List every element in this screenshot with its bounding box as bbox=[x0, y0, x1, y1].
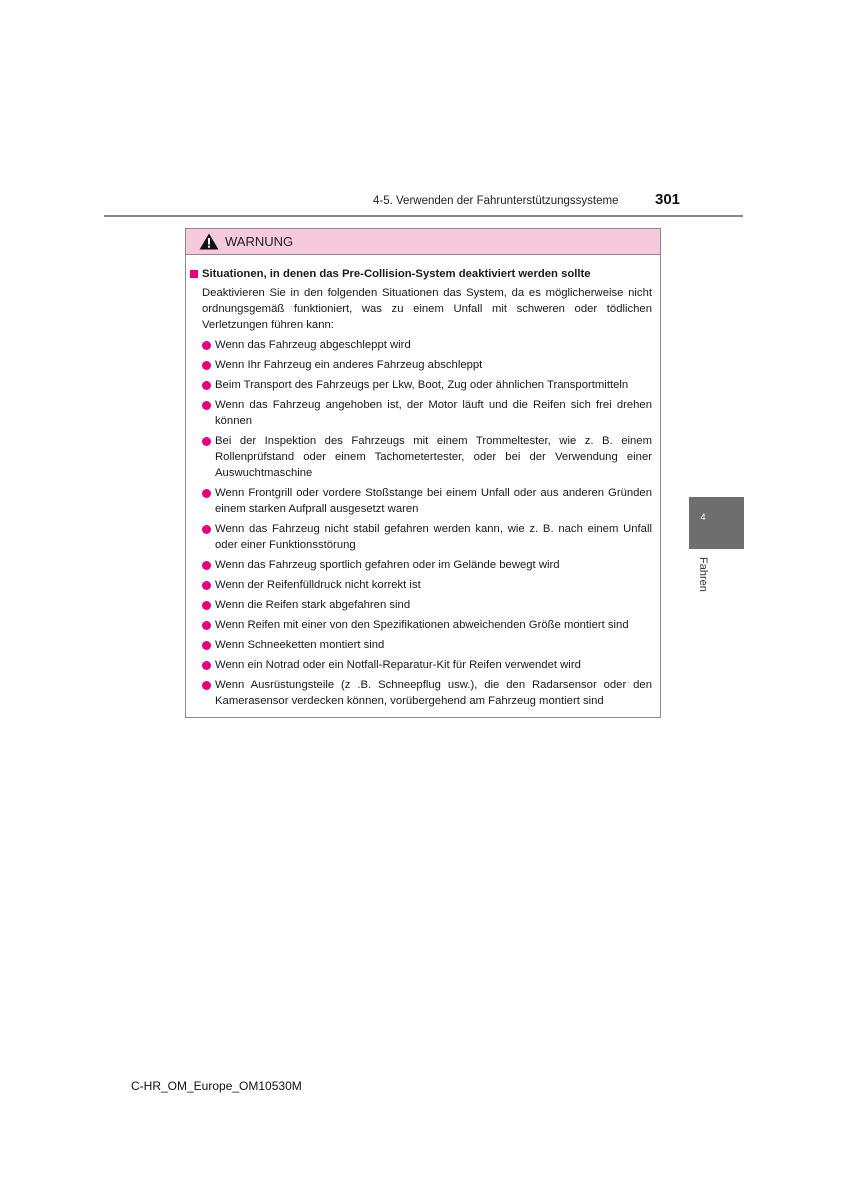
list-item-text: Wenn das Fahrzeug angehoben ist, der Motor läuft und die Reifen sich frei drehen können bbox=[215, 399, 652, 427]
bullet-dot-icon bbox=[202, 601, 211, 610]
list-item bbox=[202, 357, 652, 373]
bullet-dot-icon bbox=[202, 641, 211, 650]
list-item-text: Bei der Inspektion des Fahrzeugs mit einem Trommeltester, wie z. B. einem Rollenprüfstand oder einem Tachometertester, oder bei der Verwendung einer Auswuchtmaschine bbox=[215, 435, 652, 479]
list-item-text: Wenn das Fahrzeug abgeschleppt wird bbox=[215, 339, 411, 351]
list-item bbox=[202, 485, 652, 517]
chapter-label: Fahren bbox=[697, 557, 709, 592]
section-heading-text: Situationen, in denen das Pre-Collision-System deaktiviert werden sollte bbox=[202, 268, 591, 280]
warning-body bbox=[186, 255, 660, 709]
list-item bbox=[202, 397, 652, 429]
list-item-text: Wenn Schneeketten montiert sind bbox=[215, 639, 385, 651]
list-item bbox=[202, 637, 652, 653]
bullet-dot-icon bbox=[202, 437, 211, 446]
warning-box bbox=[185, 228, 661, 718]
list-item-text: Wenn das Fahrzeug sportlich gefahren oder im Gelände bewegt wird bbox=[215, 559, 560, 571]
bullet-dot-icon bbox=[202, 681, 211, 690]
list-item bbox=[202, 677, 652, 709]
list-item-text: Wenn Frontgrill oder vordere Stoßstange bei einem Unfall oder aus anderen Gründen einem starken Aufprall ausgesetzt waren bbox=[215, 487, 652, 515]
warning-title: WARNUNG bbox=[225, 234, 294, 249]
list-item-text: Wenn der Reifenfülldruck nicht korrekt ist bbox=[215, 579, 421, 591]
chapter-number: 4 bbox=[700, 512, 706, 522]
list-item bbox=[202, 521, 652, 553]
warning-triangle-icon bbox=[199, 233, 219, 250]
bullet-dot-icon bbox=[202, 381, 211, 390]
list-item-text: Wenn das Fahrzeug nicht stabil gefahren werden kann, wie z. B. nach einem Unfall oder einer Funktionsstörung bbox=[215, 523, 652, 551]
bullet-dot-icon bbox=[202, 361, 211, 370]
page-number: 301 bbox=[655, 191, 681, 208]
section-heading bbox=[190, 266, 652, 282]
list-item-text: Beim Transport des Fahrzeugs per Lkw, Boot, Zug oder ähnlichen Transportmitteln bbox=[215, 379, 629, 391]
bullet-dot-icon bbox=[202, 621, 211, 630]
list-item bbox=[202, 617, 652, 633]
bullet-dot-icon bbox=[202, 581, 211, 590]
list-item bbox=[202, 577, 652, 593]
list-item-text: Wenn ein Notrad oder ein Notfall-Reparatur-Kit für Reifen verwendet wird bbox=[215, 659, 581, 671]
list-item bbox=[202, 657, 652, 673]
bullet-dot-icon bbox=[202, 489, 211, 498]
list-item bbox=[202, 433, 652, 481]
list-item bbox=[202, 557, 652, 573]
list-item-text: Wenn Reifen mit einer von den Spezifikationen abweichenden Größe montiert sind bbox=[215, 619, 629, 631]
bullet-dot-icon bbox=[202, 661, 211, 670]
list-item-text: Wenn Ihr Fahrzeug ein anderes Fahrzeug abschleppt bbox=[215, 359, 483, 371]
bullet-dot-icon bbox=[202, 561, 211, 570]
square-bullet-icon bbox=[190, 270, 198, 278]
list-item bbox=[202, 377, 652, 393]
warning-header bbox=[186, 229, 660, 255]
list-item bbox=[202, 597, 652, 613]
page-header-section: 4-5. Verwenden der Fahrunterstützungssysteme bbox=[373, 195, 619, 207]
list-item bbox=[202, 337, 652, 353]
chapter-tab bbox=[689, 497, 744, 549]
intro-text: Deaktivieren Sie in den folgenden Situationen das System, da es möglicherweise nicht ordnungsgemäß funktioniert, was zu einem Unfall mit schweren oder tödlichen Verletzungen führen kann: bbox=[202, 287, 652, 331]
list-item-text: Wenn Ausrüstungsteile (z .B. Schneepflug usw.), die den Radarsensor oder den Kamerasensor verdecken können, vorübergehend am Fahrzeug montiert sind bbox=[215, 679, 652, 707]
bullet-dot-icon bbox=[202, 341, 211, 350]
list-item-text: Wenn die Reifen stark abgefahren sind bbox=[215, 599, 411, 611]
bullet-dot-icon bbox=[202, 525, 211, 534]
bullet-dot-icon bbox=[202, 401, 211, 410]
condition-list bbox=[190, 337, 652, 709]
document-code: C-HR_OM_Europe_OM10530M bbox=[131, 1079, 302, 1093]
header-rule bbox=[104, 215, 743, 217]
